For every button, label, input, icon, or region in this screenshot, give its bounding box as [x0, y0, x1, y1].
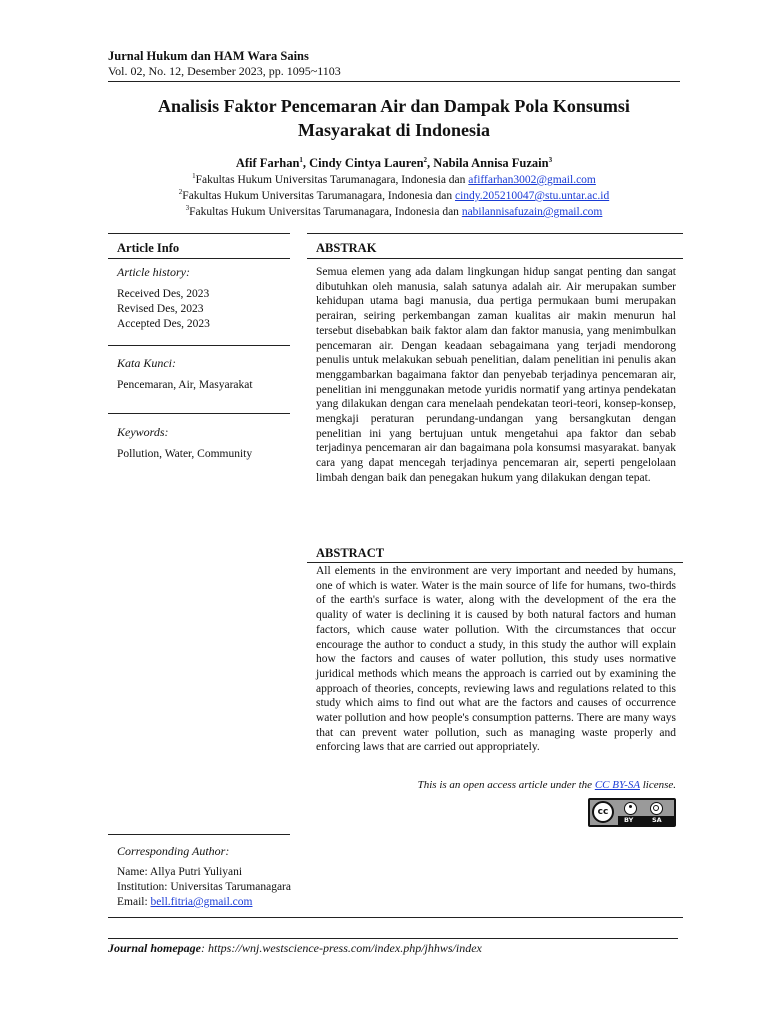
attribution-icon	[624, 802, 637, 815]
cc-by-sa-badge[interactable]	[588, 798, 676, 827]
license-prefix: This is an open access article under the	[417, 779, 595, 791]
corresponding-top-rule	[108, 834, 290, 835]
revised-date: Revised Des, 2023	[117, 303, 204, 315]
affiliation-email-link[interactable]: afiffarhan3002@gmail.com	[468, 174, 596, 186]
badge-by-label: BY	[624, 816, 634, 824]
accepted-date: Accepted Des, 2023	[117, 318, 210, 330]
affiliation-item	[108, 204, 680, 220]
journal-homepage	[108, 941, 482, 956]
paper-title	[108, 94, 680, 142]
affiliation-sup: 3	[185, 204, 190, 213]
share-alike-icon	[650, 802, 663, 815]
corresponding-name: Name: Allya Putri Yuliyani	[117, 866, 243, 878]
keywords-value: Pollution, Water, Community	[117, 448, 253, 460]
affiliation-item	[108, 172, 680, 188]
affiliation-text: Fakultas Hukum Universitas Tarumanagara, Indonesia dan	[182, 190, 455, 202]
author-list: Afif Farhan$^1$, Cindy Cintya Lauren$^2$, Nabila Annisa Fuzain$^3$	[235, 155, 553, 170]
author-sup: 1	[299, 155, 303, 164]
cc-icon: cc	[592, 801, 614, 823]
author-name: Cindy Cintya Lauren	[309, 156, 424, 170]
kata-kunci-value: Pencemaran, Air, Masyarakat	[117, 379, 253, 391]
title-line-2: Masyarakat di Indonesia	[297, 120, 491, 140]
affiliation-email-link[interactable]: nabilannisafuzain@gmail.com	[461, 206, 603, 218]
article-info-rule	[108, 258, 290, 259]
header-rule	[108, 81, 680, 82]
abstrak-text: Semua elemen yang ada dalam lingkungan hidup sangat penting dan sangat dibutuhkan oleh manusia, salah satunya adalah air. Air merupakan sumber kehidupan utama bagi manusia, dua pertiga permukaan bumi merupakan perairan, seiring perkembangan zaman kualitas air makin menurun hal tersebut disebabkan baik faktor alam dan faktor manusia, yang menimbulkan pencemaran air. Dengan keadaan sebagaimana yang terjadi mendorong penulis untuk melakukan sebuah penelitian, dalam penelitian ini penulis akan menggambarkan bagaimana faktor dan penyebab terjadinya pencemaran air, penelitian ini menggunakan metode yuridis normatif yang artinya pendekatan yang dilakukan dengan cara menelaah pendekatan teori-teori, konsep-konsep, mengkaji peraturan perundang-undangan yang bersangkutan dengan penelitian ini yang bertujuan untuk mengetahui apa faktor dan sebab terjadinya pencemaran air dan bagaimana pola konsumsi masyarakat. banyak cara yang dapat mencegah terjadinya pencemaran air, seperti pengelolaan limbah dengan baik dan penegakan hukum yang dilakukan dengan tepat.	[316, 266, 676, 484]
open-access-note	[316, 778, 676, 792]
abstract-heading: ABSTRACT	[316, 546, 385, 560]
keywords-label: Keywords:	[117, 425, 169, 439]
kata-kunci-label: Kata Kunci:	[117, 356, 176, 370]
affiliation-sup: 2	[178, 188, 183, 197]
email-label: Email:	[117, 896, 151, 908]
article-info-top-rule	[108, 233, 290, 234]
corresponding-label: Corresponding Author:	[117, 844, 230, 858]
corresponding-email-line	[117, 895, 252, 910]
author-sup: 2	[423, 155, 428, 164]
abstrak-heading: ABSTRAK	[316, 241, 377, 255]
received-date: Received Des, 2023	[117, 288, 210, 300]
abstract-text: All elements in the environment are very important and needed by humans, one of which is water. Water is the main source of life for humans, two-thirds of the earth's surface is water, along with the development of the era the quality of water is declining it is caused by both natural factors and human factors, which cause water pollution. With the circumstances that occur encourage the author to conduct a study, in this study the author will explain how the factors and causes of water pollution, this study uses normative juridical methods which means the approach is carried out by examining the approach of theories, concepts, reviewing laws and regulations related to this study which aims to find out what are the factors and causes of occurrence water pollution and how people's consumption patterns. There are many ways that can prevent water pollution, such as managing waste properly and enforcing laws that are carried out appropriately.	[316, 565, 676, 754]
badge-background	[590, 800, 674, 825]
license-suffix: license.	[639, 779, 676, 791]
affiliation-email-link[interactable]: cindy.205210047@stu.untar.ac.id	[454, 190, 610, 202]
author-name: Afif Farhan	[235, 156, 300, 170]
homepage-rule	[108, 938, 678, 939]
affiliation-sup: 1	[192, 172, 196, 181]
journal-name: Jurnal Hukum dan HAM Wara Sains	[108, 49, 309, 63]
affiliation-item	[108, 188, 680, 204]
article-history-label: Article history:	[117, 265, 190, 279]
history-rule	[108, 345, 290, 346]
abstrak-rule	[307, 258, 683, 259]
corresponding-email-link[interactable]: bell.fitria@gmail.com	[150, 896, 253, 908]
kata-kunci-rule	[108, 413, 290, 414]
affiliation-text: Fakultas Hukum Universitas Tarumanagara, Indonesia dan	[195, 174, 469, 186]
badge-sa-label: SA	[652, 816, 662, 824]
journal-volume: Vol. 02, No. 12, Desember 2023, pp. 1095~1103	[108, 64, 341, 78]
abstract-rule	[307, 562, 683, 563]
homepage-label: Journal homepage	[108, 941, 202, 955]
affiliation-text: Fakultas Hukum Universitas Tarumanagara, Indonesia dan	[189, 206, 462, 218]
author-sup: 3	[548, 155, 553, 164]
corresponding-institution: Institution: Universitas Tarumanagara	[117, 881, 291, 893]
homepage-url[interactable]: : https://wnj.westscience-press.com/index.php/jhhws/index	[201, 941, 482, 955]
cc-by-sa-link[interactable]: CC BY-SA	[594, 779, 640, 791]
affiliation-list	[108, 172, 680, 220]
author-name: Nabila Annisa Fuzain	[433, 156, 549, 170]
abstrak-top-rule	[307, 233, 683, 234]
journal-header	[108, 48, 680, 79]
article-info-heading: Article Info	[117, 241, 180, 255]
title-line-1: Analisis Faktor Pencemaran Air dan Dampak Pola Konsumsi	[158, 96, 630, 116]
footer-rule	[108, 917, 683, 918]
